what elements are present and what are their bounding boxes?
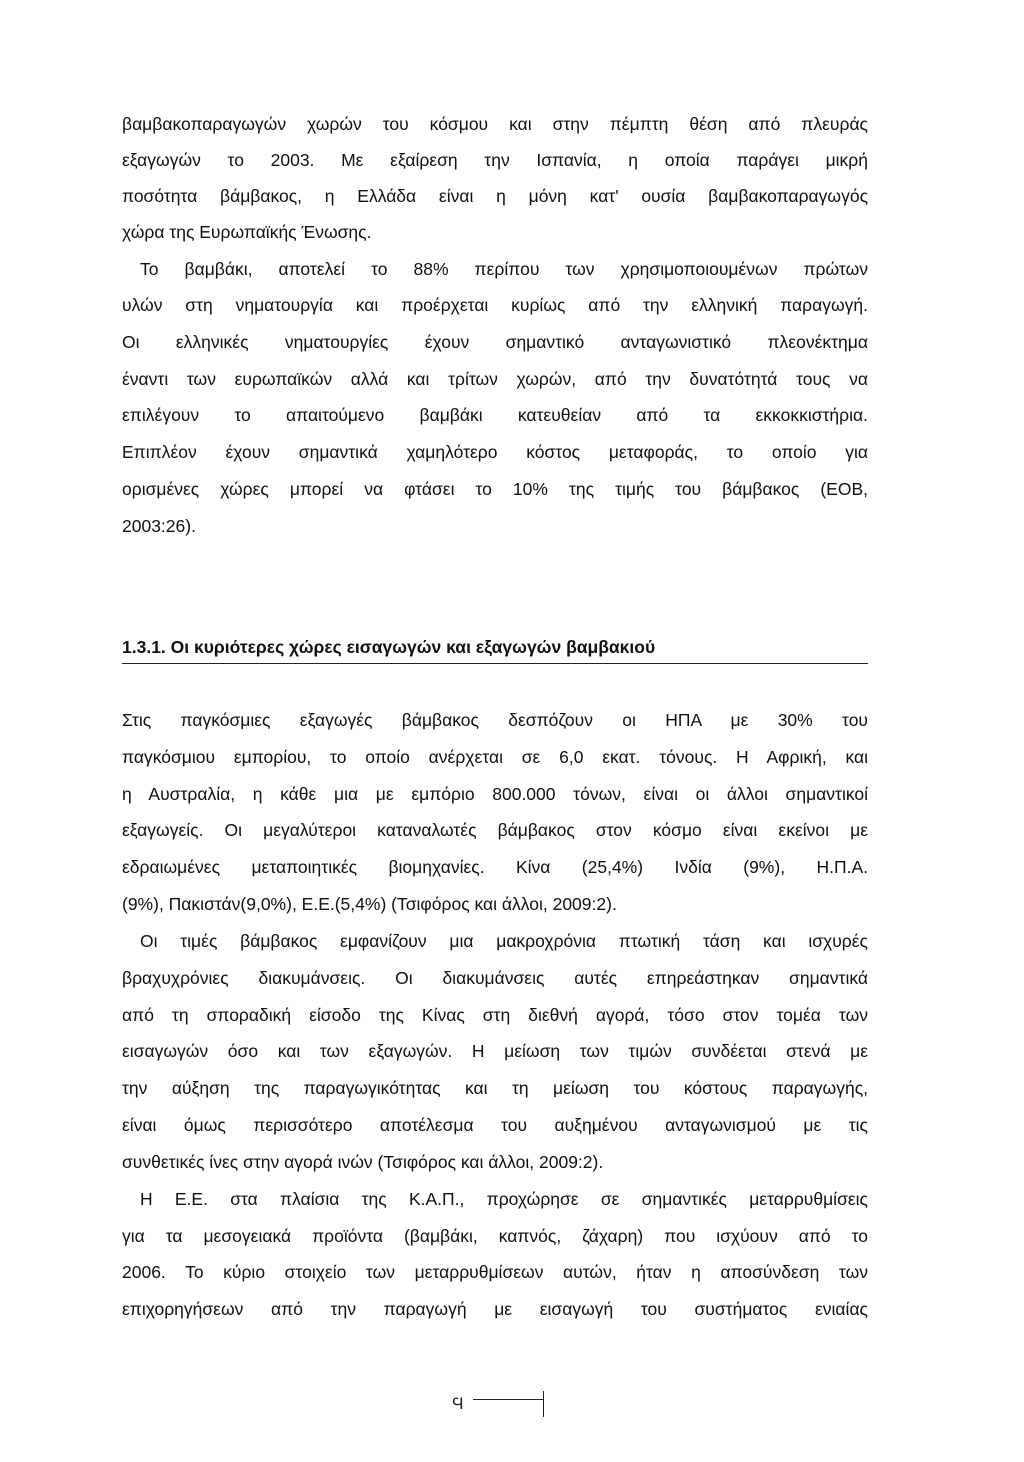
section-heading: 1.3.1. Οι κυριότερες χώρες εισαγωγών και εξαγωγών βαμβακιού <box>122 637 656 657</box>
text-line: βαμβακοπαραγωγών χωρών του κόσμου και στην πέμπτη θέση από πλευράς <box>122 114 868 134</box>
text-line: εισαγωγών όσο και των εξαγωγών. Η μείωση των τιμών συνδέεται στενά με <box>122 1041 868 1061</box>
text-line: (9%), Πακιστάν(9,0%), Ε.Ε.(5,4%) (Τσιφόρος και άλλοι, 2009:2). <box>122 894 617 914</box>
text-line: επιχορηγήσεων από την παραγωγή με εισαγωγή του συστήματος ενιαίας <box>122 1299 868 1319</box>
text-line: 2006. Το κύριο στοιχείο των μεταρρυθμίσεων αυτών, ήταν η αποσύνδεση των <box>122 1262 868 1282</box>
text-line: χώρα της Ευρωπαϊκής Ένωσης. <box>122 222 372 242</box>
page-mark-glyph: Ϥ <box>452 1394 464 1413</box>
text-line: 2003:26). <box>122 516 196 536</box>
text-line: Το βαμβάκι, αποτελεί το 88% περίπου των χρησιμοποιουμένων πρώτων <box>140 259 868 279</box>
text-line: ποσότητα βάμβακος, η Ελλάδα είναι η μόνη κατ' ουσία βαμβακοπαραγωγός <box>122 186 868 206</box>
page-mark-line <box>473 1399 543 1400</box>
text-line: επιλέγουν το απαιτούμενο βαμβάκι κατευθείαν από τα εκκοκκιστήρια. <box>122 405 868 425</box>
text-line: Στις παγκόσμιες εξαγωγές βάμβακος δεσπόζουν οι ΗΠΑ με 30% του <box>122 710 868 730</box>
text-line: βραχυχρόνιες διακυμάνσεις. Οι διακυμάνσεις αυτές επηρεάστηκαν σημαντικά <box>122 968 868 988</box>
page-mark-tick <box>543 1391 544 1417</box>
text-line: παγκόσμιου εμπορίου, το οποίο ανέρχεται σε 6,0 εκατ. τόνους. Η Αφρική, και <box>122 747 868 767</box>
text-line: για τα μεσογειακά προϊόντα (βαμβάκι, καπνός, ζάχαρη) που ισχύουν από το <box>122 1226 868 1246</box>
text-line: ορισμένες χώρες μπορεί να φτάσει το 10% της τιμής του βάμβακος (ΕΟΒ, <box>122 479 868 499</box>
text-line: εξαγωγείς. Οι μεγαλύτεροι καταναλωτές βάμβακος στον κόσμο είναι εκείνοι με <box>122 820 868 840</box>
heading-underline <box>122 663 868 664</box>
text-line: υλών στη νηματουργία και προέρχεται κυρίως από την ελληνική παραγωγή. <box>122 295 868 315</box>
text-line: είναι όμως περισσότερο αποτέλεσμα του αυξημένου ανταγωνισμού με τις <box>122 1115 868 1135</box>
text-line: έναντι των ευρωπαϊκών αλλά και τρίτων χωρών, από την δυνατότητά τους να <box>122 369 868 389</box>
text-line: εξαγωγών το 2003. Με εξαίρεση την Ισπανία, η οποία παράγει μικρή <box>122 150 868 170</box>
text-line: από τη σποραδική είσοδο της Κίνας στη διεθνή αγορά, τόσο στον τομέα των <box>122 1005 868 1025</box>
text-line: Η Ε.Ε. στα πλαίσια της Κ.Α.Π., προχώρησε σε σημαντικές μεταρρυθμίσεις <box>140 1189 868 1209</box>
text-line: την αύξηση της παραγωγικότητας και τη μείωση του κόστους παραγωγής, <box>122 1078 868 1098</box>
text-line: Οι ελληνικές νηματουργίες έχουν σημαντικό ανταγωνιστικό πλεονέκτημα <box>122 332 868 352</box>
text-line: η Αυστραλία, η κάθε μια με εμπόριο 800.000 τόνων, είναι οι άλλοι σημαντικοί <box>122 784 868 804</box>
text-line: εδραιωμένες μεταποιητικές βιομηχανίες. Κίνα (25,4%) Ινδία (9%), Η.Π.Α. <box>122 857 868 877</box>
text-line: Οι τιμές βάμβακος εμφανίζουν μια μακροχρόνια πτωτική τάση και ισχυρές <box>140 931 868 951</box>
text-line: συνθετικές ίνες στην αγορά ινών (Τσιφόρος και άλλοι, 2009:2). <box>122 1152 604 1172</box>
text-line: Επιπλέον έχουν σημαντικά χαμηλότερο κόστος μεταφοράς, το οποίο για <box>122 442 868 462</box>
